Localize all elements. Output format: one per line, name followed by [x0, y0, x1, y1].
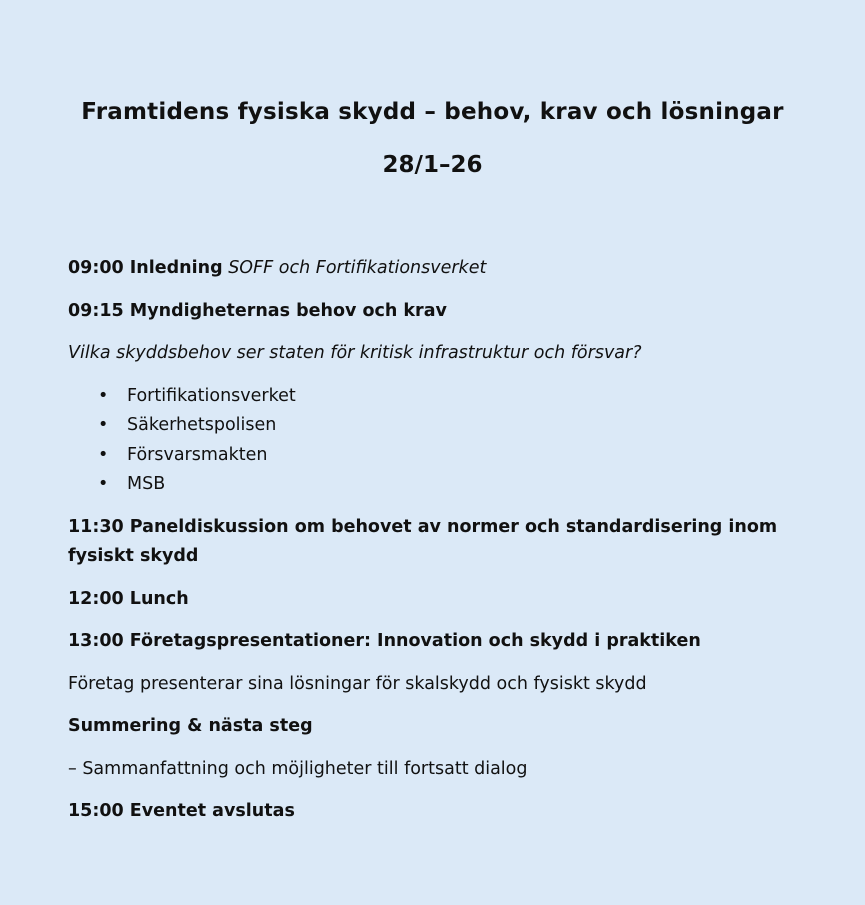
companies-description: Företag presenterar sina lösningar för skalskydd och fysiskt skydd: [68, 673, 647, 694]
agency-list: [68, 382, 788, 500]
event-date: 28/1–26: [382, 152, 483, 178]
bullet-icon: •: [98, 444, 109, 465]
agency-name: Fortifikationsverket: [127, 385, 296, 406]
bullet-icon: •: [98, 385, 109, 406]
summary-description: – Sammanfattning och möjligheter till fortsatt dialog: [68, 758, 528, 779]
agenda-item-intro: [68, 254, 788, 283]
agenda-item-companies: 13:00 Företagspresentationer: Innovation och skydd i praktiken: [68, 631, 701, 651]
bullet-icon: •: [98, 415, 109, 435]
needs-question: Vilka skyddsbehov ser staten för kritisk infrastruktur och försvar?: [68, 343, 642, 363]
agenda-item-needs: 09:15 Myndigheternas behov och krav: [68, 300, 447, 321]
agenda-item-end: 15:00 Eventet avslutas: [68, 801, 295, 821]
agency-name: Säkerhetspolisen: [127, 415, 277, 435]
agency-list-item: [68, 382, 788, 412]
agenda-item-panel: 11:30 Paneldiskussion om behovet av normer och standardisering inom fysiskt skydd: [68, 517, 778, 566]
intro-hosts: SOFF och Fortifikationsverket: [228, 258, 487, 278]
agenda-item-lunch: 12:00 Lunch: [68, 588, 189, 609]
agenda-list: [68, 254, 788, 826]
intro-heading: 09:00 Inledning: [68, 258, 223, 278]
agency-list-item: [68, 441, 788, 471]
agency-list-item: [68, 411, 788, 441]
agenda-item-summary: Summering & nästa steg: [68, 716, 313, 736]
bullet-icon: •: [98, 474, 109, 494]
agency-list-item: [68, 470, 788, 500]
page-title: Framtidens fysiska skydd – behov, krav och lösningar: [81, 99, 784, 125]
agency-name: MSB: [127, 474, 166, 494]
agency-name: Försvarsmakten: [127, 444, 268, 465]
